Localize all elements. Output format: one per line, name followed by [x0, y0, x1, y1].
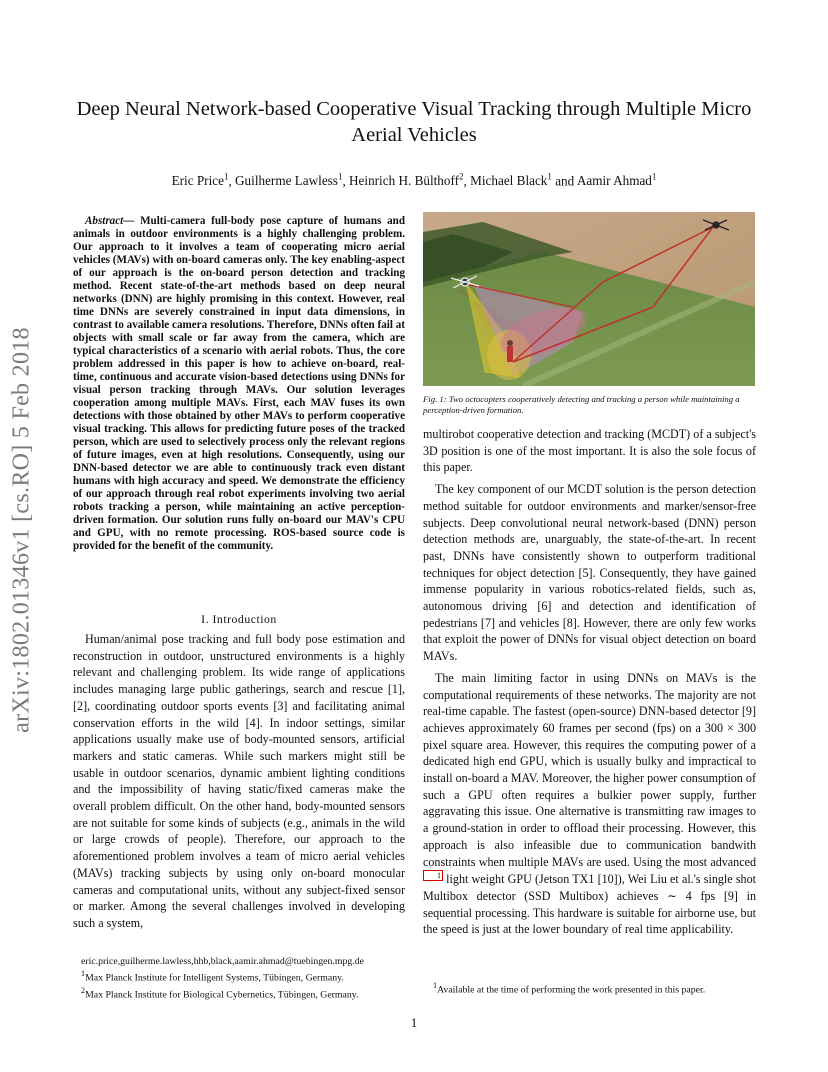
body-paragraph: multirobot cooperative detection and tracking (MCDT) of a subject's 3D position is one of the most important. It is also the sole focus of this paper.: [423, 427, 756, 475]
body-paragraph: The main limiting factor in using DNNs on MAVs is the computational requirements of these networks. The majority are not real-time capable. The fastest (open-source) DNN-based detector [9] achieves approximately 60 frames per second (fps) on a 300 × 300 pixel square area. However, this requires the computing power of a dedicated high end GPU, which is usually bulky and impractical to install on-board a MAV. Moreover, the higher power consumption of such a GPU often requires a bulkier power supply, further aggravating this issue. One alternative is transmitting raw images to a ground-station in order to offload their processing. However, this approach is also infeasible due to communication bandwith constraints when multiple MAVs are used. Using the most advanced1 light weight GPU (Jetson TX1 [10]), Wei Liu et al.'s single shot Multibox detector (SSD Multibox) achieves ∼ 4 fps [9] in sequential processing. This hardware is suitable for airborne use, but the speed is just at the lower boundary of real time applicability.: [423, 670, 756, 937]
body-paragraph: The key component of our MCDT solution is the person detection method suitable for outdoor environments and marker/sensor-free subjects. Deep convolutional neural network-based (DNN) person detection methods are, unarguably, the state-of-the-art. In recent past, DNNs have consistently shown to outperform traditional techniques for object detection [5]. Consequently, they have gained immense popularity in various robotics-related fields, such as, autonomous driving [6] and detection and identification of pedestrians [7] and vehicles [8]. However, there are only few works that exploit the power of DNNs for visual object detection on board MAVs.: [423, 482, 756, 664]
footnote-affiliation: $^1$Max Planck Institute for Intelligent Systems, Tübingen, Germany.: [81, 969, 344, 984]
section-heading: I. Introduction: [201, 612, 277, 626]
footnote-emails: eric.price,guilherme.lawless,hhb,black,aamir.ahmad@tuebingen.mpg.de: [81, 956, 364, 967]
body-paragraph: Human/animal pose tracking and full body pose estimation and reconstruction in outdoor, unstructured environments is a highly relevant and challenging problem. Its wide range of applications includes managing large public gatherings, search and rescue [1], [2], coordinating outdoor sports events [3] and facilitating animal conservation efforts in the wild [4]. In indoor settings, similar applications usually make use of body-mounted sensors, artificial markers and static cameras. While such markers might still be usable in outdoor scenarios, dynamic ambient lighting conditions and the impossibility of having static/fixed cameras make the overall problem difficult. On the other hand, body-mounted sensors are not suitable for some kinds of subjects (e.g., animals in the wild or large crowds of people). Therefore, our approach to the aforementioned problem involves a team of micro aerial vehicles (MAVs) tracking subjects by using only on-board monocular cameras and computational units, without any subject-fixed sensor or marker. Among the several challenges involved in developing such a system,: [73, 632, 405, 930]
intro-column-right: [423, 426, 756, 938]
footnote-right: $^1$Available at the time of performing the work presented in this paper.: [433, 981, 706, 996]
footnote-link[interactable]: 1: [423, 870, 443, 881]
author: Aamir Ahmad$^1$: [576, 172, 657, 189]
footnote-affiliation: $^2$Max Planck Institute for Biological Cybernetics, Tübingen, Germany.: [81, 985, 359, 1000]
author: Eric Price$^1$: [171, 172, 229, 189]
figure-caption: Fig. 1: Two octocopters cooperatively detecting and tracking a person while maintaining a perception-driven formation.: [423, 394, 740, 415]
intro-column-left: [73, 631, 405, 932]
footnotes-left: [73, 956, 405, 1001]
person-figure: [507, 346, 513, 362]
page-number: 1: [410, 1015, 418, 1030]
abstract-label: Abstract: [85, 215, 124, 227]
author: Michael Black$^1$: [470, 172, 552, 189]
abstract-text: — Multi-camera full-body pose capture of humans and animals in outdoor environments is a highly challenging problem. Our approach to it involves a team of cooperating micro aerial vehicles (MAVs) with on-board cameras only. The key enabling-aspect of our approach is the on-board person detection and tracking method. Recent state-of-the-art methods based on deep neural networks (DNN) are highly promising in this context. However, real time DNNs are severely constrained in input data dimensions, in contrast to available camera resolutions. Therefore, DNNs often fail at objects with small scale or far away from the camera, which are typical characteristics of a scenario with aerial robots. Thus, the core problem addressed in this paper is how to achieve on-board, real-time, continuous and accurate vision-based detections using DNNs for visual person tracking through MAVs. Our solution leverages cooperation among multiple MAVs. First, each MAV fuses its own detections with those obtained by other MAVs to perform cooperative visual tracking. This allows for predicting future poses of the tracked person, which are used to selectively process only the relevant regions of future images, even at high resolutions. Consequently, using our DNN-based detector we are able to continuously track even distant humans with high accuracy and speed. We demonstrate the efficiency of our approach through real robot experiments involving two aerial robots tracking a person, while maintaining an active perception-driven formation. Our solution runs fully on-board our MAV's CPU and GPU, with no remote processing. ROS-based source code is provided for the benefit of the community.: [73, 215, 405, 552]
paper-title: Deep Neural Network-based Cooperative Visual Tracking through Multiple Micro Aerial Vehicles: [76, 98, 752, 146]
figure-photo: [423, 212, 755, 386]
author: Heinrich H. Bülthoff$^2$: [349, 172, 464, 189]
author-list: Eric Price$^1$, Guilherme Lawless$^1$, Heinrich H. Bülthoff$^2$, Michael Black$^1$ and Aamir Ahmad$^1$: [171, 172, 657, 189]
abstract: [73, 215, 405, 553]
octocopter-field-photo: [423, 212, 755, 386]
author: Guilherme Lawless$^1$: [235, 172, 343, 189]
arxiv-stamp: arXiv:1802.01346v1 [cs.RO] 5 Feb 2018: [8, 327, 35, 733]
